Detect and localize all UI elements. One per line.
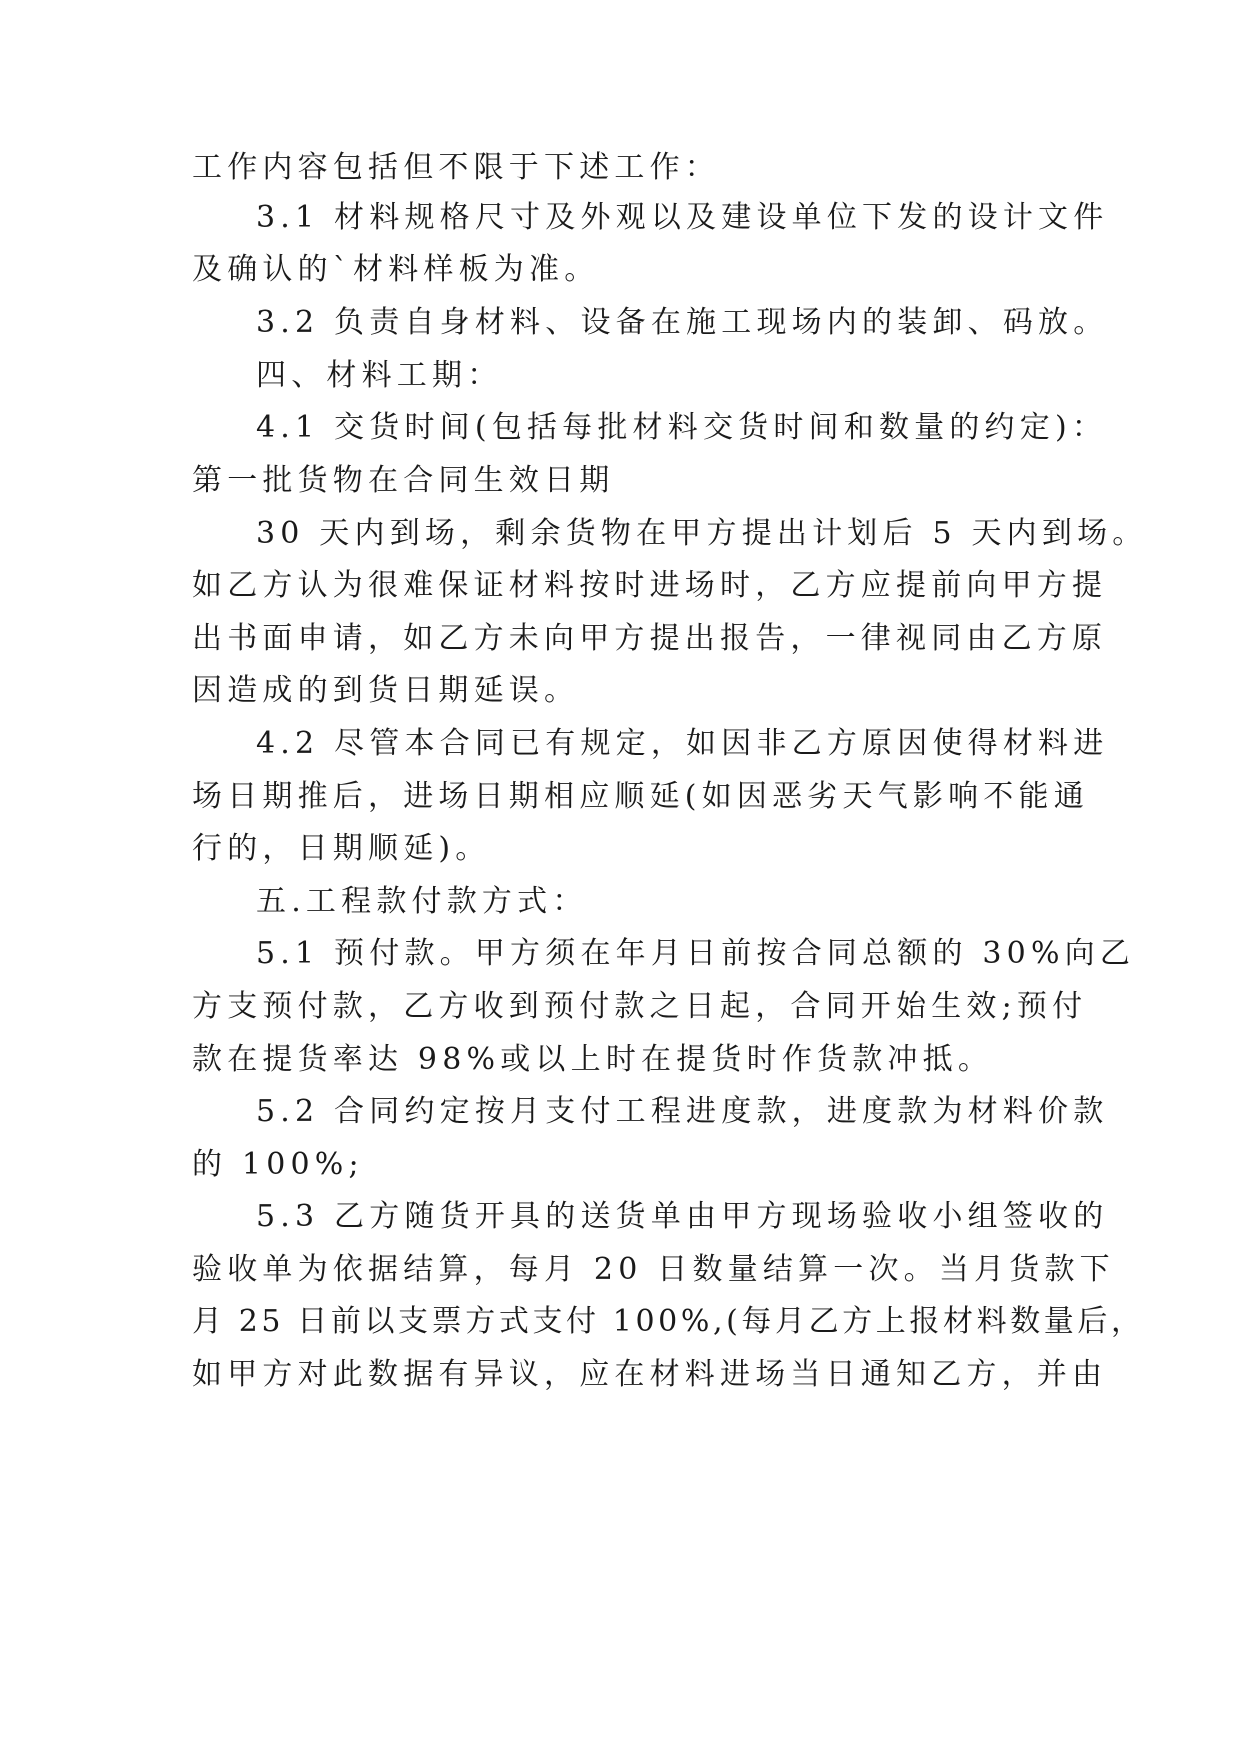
text-line: 及确认的`材料样板为准。 xyxy=(192,252,600,287)
text-line: 30 天内到场，剩余货物在甲方提出计划后 5 天内到场。 xyxy=(256,516,1148,551)
text-line: 如乙方认为很难保证材料按时进场时，乙方应提前向甲方提 xyxy=(192,568,1108,603)
text-line: 款在提货率达 98%或以上时在提货时作货款冲抵。 xyxy=(192,1042,994,1077)
text-line: 5.2 合同约定按月支付工程进度款，进度款为材料价款 xyxy=(256,1094,1109,1129)
text-line: 行的，日期顺延)。 xyxy=(192,831,491,866)
text-line: 场日期推后，进场日期相应顺延(如因恶劣天气影响不能通 xyxy=(192,779,1089,814)
text-line: 4.2 尽管本合同已有规定，如因非乙方原因使得材料进 xyxy=(256,726,1109,761)
text-line: 如甲方对此数据有异议，应在材料进场当日通知乙方，并由 xyxy=(192,1357,1108,1392)
text-line: 方支预付款，乙方收到预付款之日起，合同开始生效;预付 xyxy=(192,989,1088,1024)
text-line: 5.1 预付款。甲方须在年月日前按合同总额的 30%向乙 xyxy=(256,936,1136,971)
text-line: 验收单为依据结算，每月 20 日数量结算一次。当月货款下 xyxy=(192,1252,1115,1287)
section-heading: 四、材料工期： xyxy=(256,358,503,393)
section-heading: 五.工程款付款方式： xyxy=(256,884,588,919)
text-line: 3.2 负责自身材料、设备在施工现场内的装卸、码放。 xyxy=(256,305,1109,340)
text-line: 出书面申请，如乙方未向甲方提出报告，一律视同由乙方原 xyxy=(192,621,1108,656)
text-line: 月 25 日前以支票方式支付 100%,(每月乙方上报材料数量后， xyxy=(192,1304,1145,1339)
text-line: 因造成的到货日期延误。 xyxy=(192,673,580,708)
text-line: 的 100%; xyxy=(192,1147,364,1182)
text-line: 第一批货物在合同生效日期 xyxy=(192,463,615,498)
text-line: 3.1 材料规格尺寸及外观以及建设单位下发的设计文件 xyxy=(256,200,1109,235)
text-line: 4.1 交货时间(包括每批材料交货时间和数量的约定)： xyxy=(256,410,1108,445)
text-line: 5.3 乙方随货开具的送货单由甲方现场验收小组签收的 xyxy=(256,1199,1109,1234)
text-line: 工作内容包括但不限于下述工作： xyxy=(192,150,720,185)
